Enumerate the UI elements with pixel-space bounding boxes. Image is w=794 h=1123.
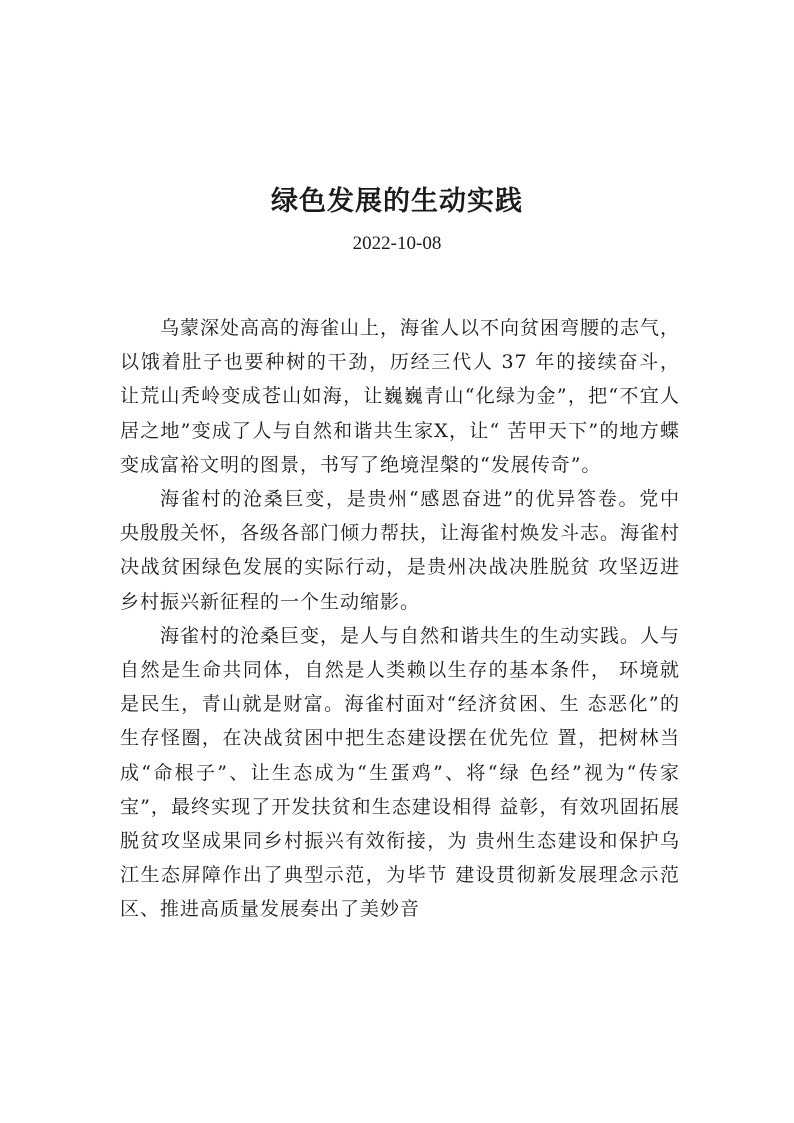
article-body bbox=[120, 311, 680, 927]
paragraph-2: 海雀村的沧桑巨变，是贵州“感恩奋进”的优异答卷。党中央殷殷关怀，各级各部门倾力帮扶，让海雀村焕发斗志。海雀村决战贫困绿色发展的实际行动，是贵州决战决胜脱贫 攻坚迈进乡村振兴新征程的一个生动缩影。 bbox=[120, 488, 681, 613]
paragraph-3: 海雀村的沧桑巨变，是人与自然和谐共生的生动实践。人与自然是生命共同体，自然是人类赖以生存的基本条件， 环境就是民生，青山就是财富。海雀村面对“经济贫困、生 态恶化”的生存怪圈，在决战贫困中把生态建设摆在优先位 置，把树林当成“命根子”、让生态成为“生蛋鸡”、将“绿 色经”视为“传家宝”，最终实现了开发扶贫和生态建设相得 益彰，有效巩固拓展脱贫攻坚成果同乡村振兴有效衔接，为 贵州生态建设和保护乌江生态屏障作出了典型示范，为毕节 建设贯彻新发展理念示范区、推进高质量发展奏出了美妙音 bbox=[120, 624, 681, 921]
publish-date: 2022-10-08 bbox=[352, 233, 442, 254]
paragraph-1: 乌蒙深处高高的海雀山上，海雀人以不向贫困弯腰的志气，以饿着肚子也要种树的干劲，历经三代人 37 年的接续奋斗，让荒山秃岭变成苍山如海，让巍巍青山“化绿为金”，把“不宜人居之地”变成了人与自然和谐共生家X，让“ 苦甲天下”的地方蝶变成富裕文明的图景，书写了绝境涅槃的“发展传奇”。 bbox=[120, 317, 681, 476]
page-title: 绿色发展的生动实践 bbox=[271, 186, 523, 217]
